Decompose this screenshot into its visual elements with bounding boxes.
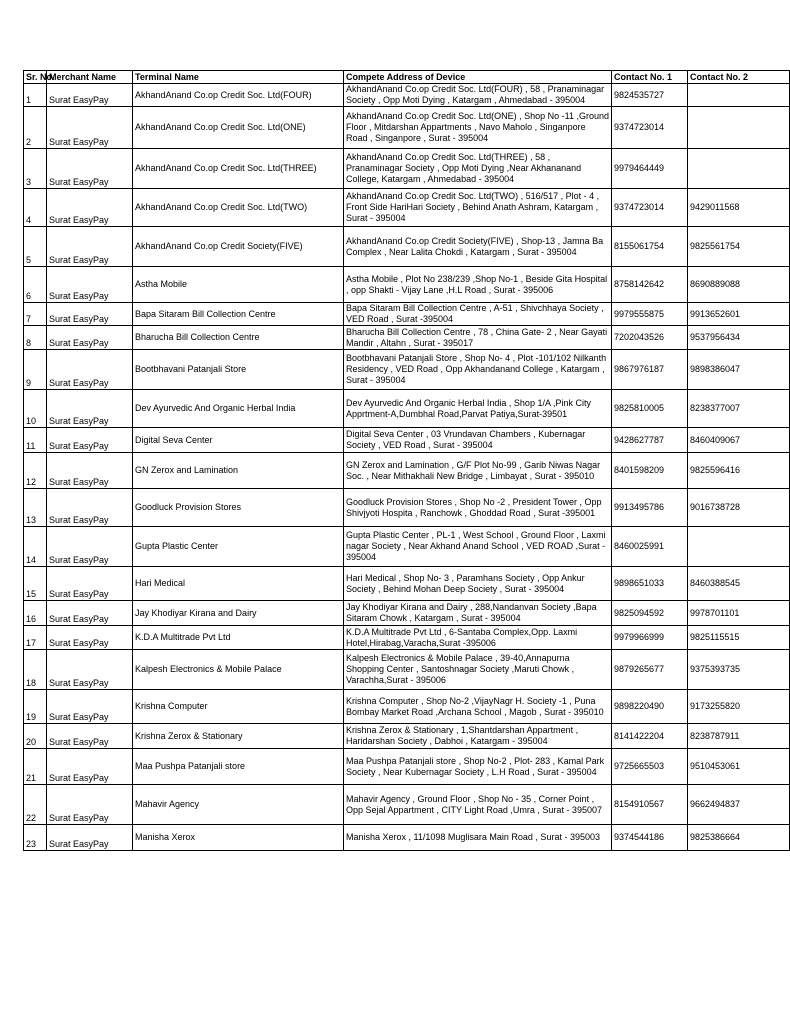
cell-merchant-name: Surat EasyPay [47, 527, 133, 567]
cell-contact-2 [688, 149, 790, 189]
table-row [24, 489, 790, 527]
cell-merchant-name: Surat EasyPay [47, 489, 133, 527]
table-row [24, 350, 790, 390]
cell-sr-no: 3 [24, 149, 47, 189]
cell-contact-2: 9173255820 [688, 690, 790, 724]
cell-merchant-name: Surat EasyPay [47, 326, 133, 350]
cell-terminal-name: K.D.A Multitrade Pvt Ltd [133, 626, 344, 650]
cell-terminal-name: AkhandAnand Co.op Credit Soc. Ltd(THREE) [133, 149, 344, 189]
cell-sr-no: 17 [24, 626, 47, 650]
cell-address: Krishna Computer , Shop No-2 ,VijayNagr H. Society -1 , Puna Bombay Market Road ,Archana School , Magob , Surat - 395010 [344, 690, 612, 724]
cell-sr-no: 9 [24, 350, 47, 390]
cell-terminal-name: Hari Medical [133, 567, 344, 601]
cell-terminal-name: Krishna Zerox & Stationary [133, 724, 344, 749]
cell-contact-1: 9374723014 [612, 107, 688, 149]
cell-sr-no: 13 [24, 489, 47, 527]
table-row [24, 189, 790, 227]
cell-merchant-name: Surat EasyPay [47, 453, 133, 489]
cell-terminal-name: AkhandAnand Co.op Credit Soc. Ltd(ONE) [133, 107, 344, 149]
cell-merchant-name: Surat EasyPay [47, 724, 133, 749]
cell-contact-2: 9825115515 [688, 626, 790, 650]
table-row [24, 428, 790, 453]
cell-address: AkhandAnand Co.op Credit Soc. Ltd(FOUR) , 58 , Pranaminagar Society , Opp Moti Dying , Katargam , Ahmedabad - 395004 [344, 84, 612, 107]
cell-contact-2: 8238787911 [688, 724, 790, 749]
table-row [24, 227, 790, 267]
cell-sr-no: 14 [24, 527, 47, 567]
cell-sr-no: 20 [24, 724, 47, 749]
cell-merchant-name: Surat EasyPay [47, 390, 133, 428]
cell-contact-1: 9879265677 [612, 650, 688, 690]
cell-sr-no: 5 [24, 227, 47, 267]
cell-contact-1: 9913495786 [612, 489, 688, 527]
cell-contact-2: 9913652601 [688, 303, 790, 326]
cell-contact-1: 9374544186 [612, 825, 688, 851]
cell-address: Bootbhavani Patanjali Store , Shop No- 4 , Plot -101/102 Nilkanth Residency , VED Road , Opp Akhandanand College , Katargam , Surat - 395004 [344, 350, 612, 390]
cell-sr-no: 10 [24, 390, 47, 428]
cell-sr-no: 16 [24, 601, 47, 626]
table-row [24, 650, 790, 690]
cell-merchant-name: Surat EasyPay [47, 84, 133, 107]
cell-contact-2: 9510453061 [688, 749, 790, 785]
cell-contact-1: 8154910567 [612, 785, 688, 825]
cell-merchant-name: Surat EasyPay [47, 428, 133, 453]
cell-terminal-name: Krishna Computer [133, 690, 344, 724]
table-row [24, 749, 790, 785]
table-body [24, 84, 790, 851]
table-row [24, 626, 790, 650]
table-row [24, 825, 790, 851]
cell-address: Jay Khodiyar Kirana and Dairy , 288,Nandanvan Society ,Bapa Sitaram Chowk , Katargam , Surat - 395004 [344, 601, 612, 626]
cell-merchant-name: Surat EasyPay [47, 690, 133, 724]
cell-contact-2 [688, 84, 790, 107]
cell-address: Kalpesh Electronics & Mobile Palace , 39-40,Annapurna Shopping Center , Santoshnagar Society ,Maruti Chowk , Varachha,Surat - 395006 [344, 650, 612, 690]
cell-address: AkhandAnand Co.op Credit Soc. Ltd(TWO) , 516/517 , Plot - 4 , Front Side HariHari Society , Behind Anath Ashram, Katargam , Surat - 395004 [344, 189, 612, 227]
cell-contact-2: 9662494837 [688, 785, 790, 825]
merchant-table [23, 70, 790, 851]
cell-contact-2: 9898386047 [688, 350, 790, 390]
table-row [24, 785, 790, 825]
cell-terminal-name: Bapa Sitaram Bill Collection Centre [133, 303, 344, 326]
table-row [24, 149, 790, 189]
cell-merchant-name: Surat EasyPay [47, 785, 133, 825]
cell-terminal-name: Goodluck Provision Stores [133, 489, 344, 527]
cell-contact-2: 9375393735 [688, 650, 790, 690]
cell-sr-no: 19 [24, 690, 47, 724]
cell-contact-2: 9825596416 [688, 453, 790, 489]
cell-merchant-name: Surat EasyPay [47, 601, 133, 626]
cell-terminal-name: AkhandAnand Co.op Credit Soc. Ltd(FOUR) [133, 84, 344, 107]
cell-contact-2: 9537956434 [688, 326, 790, 350]
cell-contact-2: 9016738728 [688, 489, 790, 527]
cell-terminal-name: Gupta Plastic Center [133, 527, 344, 567]
cell-sr-no: 18 [24, 650, 47, 690]
cell-contact-1: 9824535727 [612, 84, 688, 107]
cell-sr-no: 7 [24, 303, 47, 326]
cell-merchant-name: Surat EasyPay [47, 303, 133, 326]
cell-sr-no: 23 [24, 825, 47, 851]
table-row [24, 453, 790, 489]
cell-address: Krishna Zerox & Stationary , 1,Shantdarshan Appartment , Haridarshan Society , Dabhoi , Katargam - 395004 [344, 724, 612, 749]
cell-address: AkhandAnand Co.op Credit Soc. Ltd(THREE) , 58 , Pranaminagar Society , Opp Moti Dying ,Near Akhananand College, Katargam , Ahmedabad - 395004 [344, 149, 612, 189]
cell-address: GN Zerox and Lamination , G/F Plot No-99 , Garib Niwas Nagar Soc. , Near Mithakhali New Bridge , Limbayat , Surat - 395010 [344, 453, 612, 489]
cell-merchant-name: Surat EasyPay [47, 626, 133, 650]
table-row [24, 84, 790, 107]
cell-address: Astha Mobile , Plot No 238/239 ,Shop No-1 , Beside Gita Hospital , opp Shakti - Vijay Lane ,H.L Road , Surat - 395006 [344, 267, 612, 303]
cell-address: K.D.A Multitrade Pvt Ltd , 6-Santaba Complex,Opp. Laxmi Hotel,Hirabag,Varacha,Surat -395006 [344, 626, 612, 650]
table-row [24, 390, 790, 428]
cell-merchant-name: Surat EasyPay [47, 149, 133, 189]
cell-contact-2: 8460409067 [688, 428, 790, 453]
cell-contact-1: 7202043526 [612, 326, 688, 350]
cell-address: Goodluck Provision Stores , Shop No -2 , President Tower , Opp Shivjyoti Hospita , Ranchowk , Ghoddad Road , Surat -395001 [344, 489, 612, 527]
cell-merchant-name: Surat EasyPay [47, 189, 133, 227]
cell-contact-2: 9429011568 [688, 189, 790, 227]
cell-merchant-name: Surat EasyPay [47, 650, 133, 690]
cell-terminal-name: Kalpesh Electronics & Mobile Palace [133, 650, 344, 690]
table-row [24, 267, 790, 303]
cell-merchant-name: Surat EasyPay [47, 350, 133, 390]
cell-sr-no: 4 [24, 189, 47, 227]
spreadsheet [23, 70, 768, 851]
cell-sr-no: 15 [24, 567, 47, 601]
table-row [24, 303, 790, 326]
cell-address: Gupta Plastic Center , PL-1 , West School , Ground Floor , Laxmi nagar Society , Near Akhand Anand School , VED ROAD ,Surat - 395004 [344, 527, 612, 567]
cell-contact-1: 9979555875 [612, 303, 688, 326]
cell-merchant-name: Surat EasyPay [47, 227, 133, 267]
cell-contact-1: 9898220490 [612, 690, 688, 724]
cell-terminal-name: Digital Seva Center [133, 428, 344, 453]
cell-contact-2 [688, 527, 790, 567]
cell-contact-1: 8460025991 [612, 527, 688, 567]
header-terminal-name: Terminal Name [133, 71, 344, 84]
table-row [24, 690, 790, 724]
cell-contact-2: 8690889088 [688, 267, 790, 303]
table-row [24, 724, 790, 749]
cell-merchant-name: Surat EasyPay [47, 107, 133, 149]
cell-address: Bharucha Bill Collection Centre , 78 , China Gate- 2 , Near Gayati Mandir , Altahn , Surat - 395017 [344, 326, 612, 350]
cell-address: AkhandAnand Co.op Credit Soc. Ltd(ONE) , Shop No -11 ,Ground Floor , Mitdarshan Appartments , Navo Maholo , Singanpore Road , Singanpore , Surat - 395004 [344, 107, 612, 149]
cell-contact-1: 9898651033 [612, 567, 688, 601]
cell-sr-no: 8 [24, 326, 47, 350]
header-merchant-name: Merchant Name [47, 71, 133, 84]
cell-terminal-name: Maa Pushpa Patanjali store [133, 749, 344, 785]
cell-contact-2 [688, 107, 790, 149]
cell-contact-1: 9867976187 [612, 350, 688, 390]
cell-contact-1: 9825810005 [612, 390, 688, 428]
table-row [24, 107, 790, 149]
cell-contact-2: 8238377007 [688, 390, 790, 428]
cell-contact-1: 8758142642 [612, 267, 688, 303]
table-row [24, 527, 790, 567]
cell-terminal-name: Mahavir Agency [133, 785, 344, 825]
cell-contact-1: 9825094592 [612, 601, 688, 626]
cell-sr-no: 12 [24, 453, 47, 489]
cell-terminal-name: GN Zerox and Lamination [133, 453, 344, 489]
cell-contact-1: 8141422204 [612, 724, 688, 749]
cell-address: Maa Pushpa Patanjali store , Shop No-2 , Plot- 283 , Kamal Park Society , Near Kubernagar Society , L.H Road , Surat - 395004 [344, 749, 612, 785]
cell-sr-no: 21 [24, 749, 47, 785]
header-address: Compete Address of Device [344, 71, 612, 84]
header-contact-2: Contact No. 2 [688, 71, 790, 84]
cell-address: AkhandAnand Co.op Credit Society(FIVE) , Shop-13 , Jamna Ba Complex , Near Lalita Chokdi , Katargam , Surat - 395004 [344, 227, 612, 267]
cell-contact-1: 8155061754 [612, 227, 688, 267]
cell-address: Manisha Xerox , 11/1098 Muglisara Main Road , Surat - 395003 [344, 825, 612, 851]
cell-terminal-name: AkhandAnand Co.op Credit Society(FIVE) [133, 227, 344, 267]
cell-sr-no: 6 [24, 267, 47, 303]
cell-merchant-name: Surat EasyPay [47, 825, 133, 851]
cell-terminal-name: Astha Mobile [133, 267, 344, 303]
header-sr-no: Sr. No. [24, 71, 47, 84]
cell-contact-2: 9978701101 [688, 601, 790, 626]
cell-merchant-name: Surat EasyPay [47, 749, 133, 785]
cell-contact-2: 9825386664 [688, 825, 790, 851]
cell-sr-no: 2 [24, 107, 47, 149]
table-row [24, 601, 790, 626]
cell-contact-1: 9979464449 [612, 149, 688, 189]
cell-contact-2: 9825561754 [688, 227, 790, 267]
cell-terminal-name: AkhandAnand Co.op Credit Soc. Ltd(TWO) [133, 189, 344, 227]
cell-contact-1: 9725665503 [612, 749, 688, 785]
table-row [24, 567, 790, 601]
cell-address: Digital Seva Center , 03 Vrundavan Chambers , Kubernagar Society , VED Road , Surat - 395004 [344, 428, 612, 453]
cell-contact-2: 8460388545 [688, 567, 790, 601]
header-contact-1: Contact No. 1 [612, 71, 688, 84]
header-row [24, 71, 790, 84]
cell-sr-no: 11 [24, 428, 47, 453]
cell-sr-no: 22 [24, 785, 47, 825]
cell-terminal-name: Manisha Xerox [133, 825, 344, 851]
cell-contact-1: 9428627787 [612, 428, 688, 453]
cell-terminal-name: Bootbhavani Patanjali Store [133, 350, 344, 390]
cell-terminal-name: Bharucha Bill Collection Centre [133, 326, 344, 350]
cell-contact-1: 9979966999 [612, 626, 688, 650]
cell-address: Dev Ayurvedic And Organic Herbal India , Shop 1/A ,Pink City Apprtment-A,Dumbhal Road,Parvat Patiya,Surat-39501 [344, 390, 612, 428]
cell-merchant-name: Surat EasyPay [47, 267, 133, 303]
cell-terminal-name: Dev Ayurvedic And Organic Herbal India [133, 390, 344, 428]
cell-sr-no: 1 [24, 84, 47, 107]
cell-merchant-name: Surat EasyPay [47, 567, 133, 601]
cell-address: Hari Medical , Shop No- 3 , Paramhans Society , Opp Ankur Society , Behind Mohan Deep Society , Surat - 395004 [344, 567, 612, 601]
table-row [24, 326, 790, 350]
cell-terminal-name: Jay Khodiyar Kirana and Dairy [133, 601, 344, 626]
cell-contact-1: 9374723014 [612, 189, 688, 227]
cell-address: Bapa Sitaram Bill Collection Centre , A-51 , Shivchhaya Society , VED Road , Surat -395004 [344, 303, 612, 326]
cell-contact-1: 8401598209 [612, 453, 688, 489]
cell-address: Mahavir Agency , Ground Floor , Shop No - 35 , Corner Point , Opp Sejal Appartment , CITY Light Road ,Umra , Surat - 395007 [344, 785, 612, 825]
